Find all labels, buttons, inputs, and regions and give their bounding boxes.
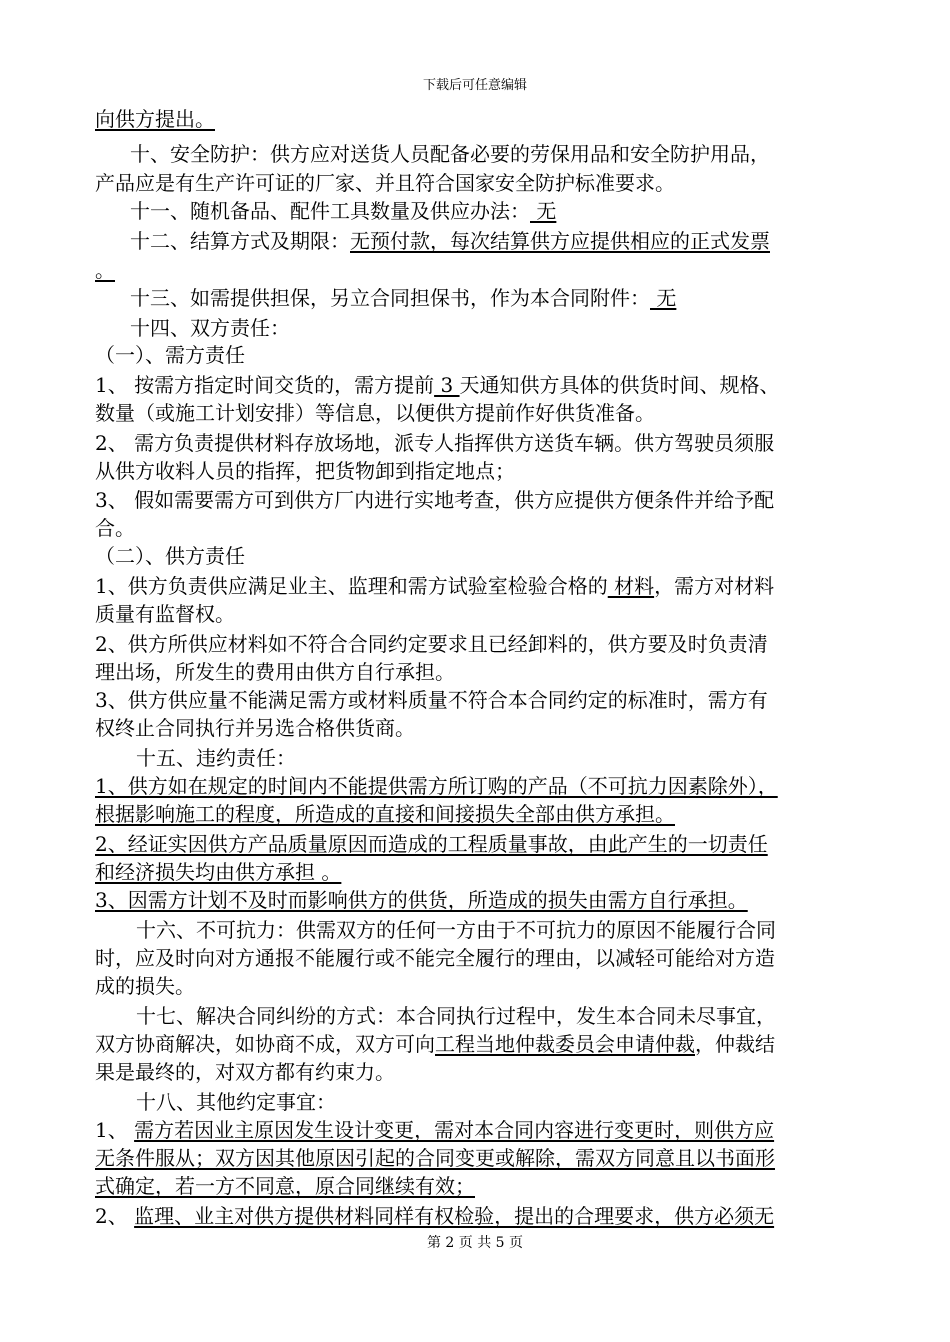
text-line: [136, 745, 296, 771]
text-line: [95, 400, 655, 426]
text-span: （二）、供方责任: [95, 544, 245, 568]
text-span: 十七、解决合同纠纷的方式：本合同执行过程中，发生本合同未尽事宜，: [136, 1004, 776, 1028]
text-span: 合。: [95, 516, 135, 540]
underlined-text: 3、因需方计划不及时而影响供方的供货，所造成的损失由需方自行承担。: [95, 888, 748, 912]
text-line: [95, 1117, 774, 1143]
text-line: [95, 631, 768, 657]
text-line: [130, 285, 676, 311]
text-span: 十五、违约责任：: [136, 746, 296, 770]
text-line: [130, 315, 290, 341]
text-line: [95, 887, 748, 913]
underlined-text: 无条件服从；双方因其他原因引起的合同变更或解除，需双方同意且以书面形: [95, 1146, 775, 1170]
text-line: [95, 773, 778, 799]
text-line: [95, 973, 195, 999]
text-span: 3、供方供应量不能满足需方或材料质量不符合本合同约定的标准时，需方有: [95, 688, 768, 712]
underlined-text: 1、供方如在规定的时间内不能提供需方所订购的产品（不可抗力因素除外），: [95, 774, 778, 798]
text-line: [95, 543, 245, 569]
text-line: [136, 917, 776, 943]
text-span: 十四、双方责任：: [130, 316, 290, 340]
page-footer: 第 2 页 共 5 页: [426, 1235, 524, 1251]
underlined-text: 无预付款，每次结算供方应提供相应的正式发票: [350, 229, 770, 253]
text-line: [95, 342, 245, 368]
text-line: [95, 801, 675, 827]
text-span: 十一、随机备品、配件工具数量及供应办法：: [130, 199, 530, 223]
underlined-text: 工程当地仲裁委员会申请仲裁: [435, 1032, 695, 1056]
text-line: [95, 458, 515, 484]
text-span: 质量有监督权。: [95, 602, 235, 626]
text-line: [95, 945, 775, 971]
text-span: 2、: [95, 1204, 135, 1228]
text-line: [136, 1089, 336, 1115]
text-line: [130, 228, 770, 254]
text-span: 时，应及时向对方通报不能履行或不能完全履行的理由，以减轻可能给对方造: [95, 946, 775, 970]
underlined-text: 材料: [607, 574, 655, 598]
text-span: 数量（或施工计划安排）等信息，以便供方提前作好供货准备。: [95, 401, 655, 425]
text-span: 2、供方所供应材料如不符合合同约定要求且已经卸料的，供方要及时负责清: [95, 632, 768, 656]
text-span: 天通知供方具体的供货时间、规格、: [459, 373, 780, 397]
text-line: [95, 257, 115, 283]
text-span: （一）、需方责任: [95, 343, 245, 367]
text-span: 1、 按需方指定时间交货的，需方提前: [95, 373, 435, 397]
text-span: 3、 假如需要需方可到供方厂内进行实地考查，供方应提供方便条件并给予配: [95, 488, 775, 512]
underlined-text: 。: [95, 258, 115, 282]
underlined-text: 2、经证实因供方产品质量原因而造成的工程质量事故，由此产生的一切责任: [95, 832, 768, 856]
text-span: 双方协商解决，如协商不成，双方可向: [95, 1032, 435, 1056]
text-line: [95, 487, 774, 513]
underlined-text: 向供方提出。: [95, 107, 215, 131]
text-span: 2、 需方负责提供材料存放场地，派专人指挥供方送货车辆。供方驾驶员须服: [95, 431, 775, 455]
text-line: [95, 1145, 775, 1171]
text-span: 从供方收料人员的指挥，把货物卸到指定地点；: [95, 459, 515, 483]
text-span: 1、供方负责供应满足业主、监理和需方试验室检验合格的: [95, 574, 608, 598]
underlined-text: 式确定，若一方不同意，原合同继续有效；: [95, 1174, 475, 1198]
text-line: [95, 1031, 775, 1057]
text-line: [95, 659, 455, 685]
text-span: 产品应是有生产许可证的厂家、并且符合国家安全防护标准要求。: [95, 171, 675, 195]
text-line: [95, 573, 774, 599]
underlined-text: 3: [434, 373, 460, 397]
underlined-text: 无: [530, 199, 557, 223]
text-span: 十二、结算方式及期限：: [130, 229, 350, 253]
text-line: [130, 141, 770, 167]
underlined-text: 监理、业主对供方提供材料同样有权检验，提出的合理要求，供方必须无: [134, 1204, 775, 1228]
text-span: 果是最终的，对双方都有约束力。: [95, 1060, 395, 1084]
text-span: 权终止合同执行并另选合格供货商。: [95, 716, 415, 740]
text-span: ，仲裁结: [695, 1032, 775, 1056]
text-line: [95, 1173, 475, 1199]
text-span: 十三、如需提供担保，另立合同担保书，作为本合同附件：: [130, 286, 650, 310]
underlined-text: 需方若因业主原因发生设计变更，需对本合同内容进行变更时，则供方应: [134, 1118, 775, 1142]
underlined-text: 无: [650, 286, 677, 310]
text-span: 十六、不可抗力：供需双方的任何一方由于不可抗力的原因不能履行合同: [136, 918, 776, 942]
text-line: [95, 831, 768, 857]
text-line: [95, 1059, 395, 1085]
text-line: [95, 1203, 774, 1229]
text-line: [95, 687, 768, 713]
text-span: 1、: [95, 1118, 135, 1142]
text-line: [95, 601, 235, 627]
text-line: [95, 430, 774, 456]
text-span: ，需方对材料: [654, 574, 775, 598]
page-header: 下载后可任意编辑: [422, 78, 527, 93]
text-line: [136, 1003, 776, 1029]
text-line: [95, 515, 135, 541]
text-span: 成的损失。: [95, 974, 195, 998]
underlined-text: 和经济损失均由供方承担 。: [95, 860, 342, 884]
text-line: [95, 170, 675, 196]
text-span: 十八、其他约定事宜：: [136, 1090, 336, 1114]
text-line: [95, 372, 780, 398]
text-line: [130, 198, 556, 224]
text-span: 理出场，所发生的费用由供方自行承担。: [95, 660, 455, 684]
text-line: [95, 859, 341, 885]
underlined-text: 根据影响施工的程度，所造成的直接和间接损失全部由供方承担。: [95, 802, 675, 826]
text-line: [95, 106, 215, 132]
text-span: 十、安全防护：供方应对送货人员配备必要的劳保用品和安全防护用品，: [130, 142, 770, 166]
text-line: [95, 715, 415, 741]
